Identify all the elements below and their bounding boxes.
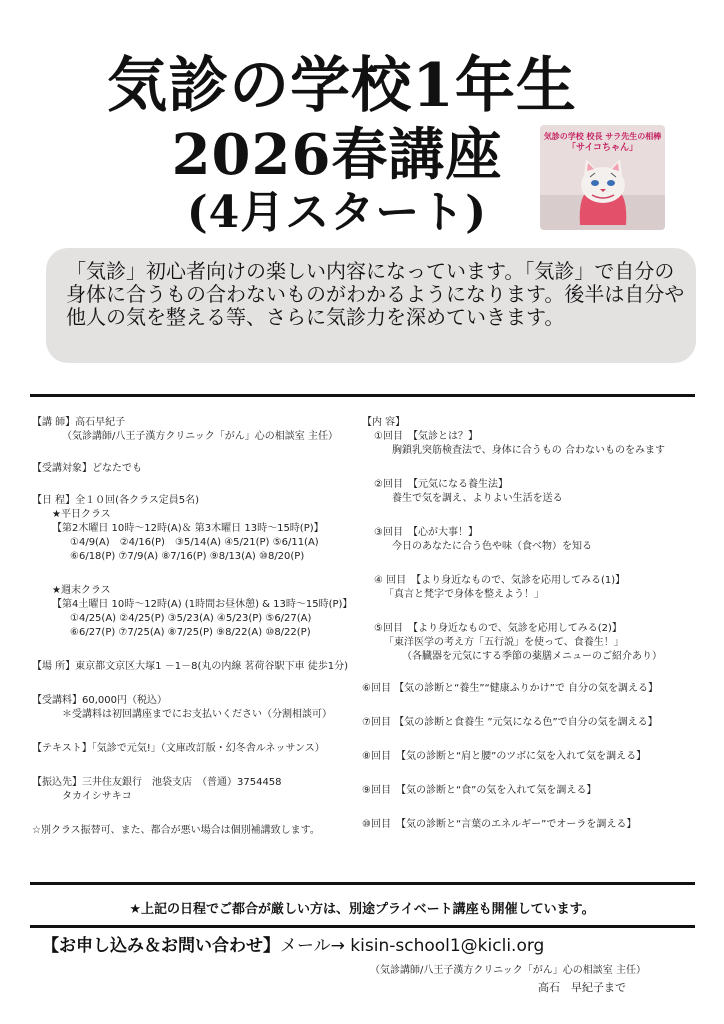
lesson-2-desc: 養生で気を調え、よりよい生活を送る (392, 493, 563, 504)
lesson-5-note: （各臓器を元気にする季節の薬膳メニューのご紹介あり） (402, 651, 662, 662)
textbook: 【テキスト】「気診で元気!」（文庫改訂版・幻冬舎ルネッサンス） (32, 743, 325, 754)
weekend-times: 【第4土曜日 10時〜12時(A) (1時間お昼休憩) & 13時〜15時(P)】 (52, 599, 353, 610)
contents-header: 【内 容】 (362, 417, 406, 428)
intro-text: 「気診」初心者向けの楽しい内容になっています。「気診」で自分の身体に合うもの合わないものがわかるようになります。後半は自分や他人の気を整える等、さらに気診力を深めていきます。 (66, 259, 685, 329)
course-details (32, 416, 362, 838)
lesson-4-title: ④ 回目 【より身近なもので、気診を応用してみる(1)】 (374, 575, 626, 586)
lesson-9: ⑨回目 【気の診断と“食”の気を入れて気を調える】 (362, 785, 597, 796)
lesson-1-desc: 胸鎖乳突筋検査法で、身体に合うもの 合わないものをみます (392, 445, 665, 456)
mascot-photo (540, 125, 665, 230)
signature-name: 高石 早紀子まで (538, 981, 626, 994)
photo-caption-2: 「サイコちゃん」 (566, 143, 638, 153)
title-line-2: 2026春講座 (171, 122, 503, 188)
schedule: 【日 程】全１０回(各クラス定員5名) (32, 495, 200, 506)
contact-label: 【お申し込み＆お問い合わせ】 (42, 936, 280, 956)
divider-middle (30, 882, 695, 885)
weekend-title: ★週末クラス (52, 585, 111, 596)
lesson-3-title: ③回目 【心が大事！】 (374, 527, 478, 538)
place: 【場 所】東京都文京区大塚1 －1－8(丸の内線 茗荷谷駅下車 徒歩1分) (32, 661, 348, 672)
intro-box (46, 248, 696, 363)
lesson-5-title: ⑤回目 【より身近なもので、気診を応用してみる(2)】 (374, 623, 622, 634)
cat-figure-icon (540, 125, 665, 230)
title-line-1: 気診の学校1年生 (107, 51, 577, 121)
instructor-sub: （気診講師/八王子漢方クリニック「がん」心の相談室 主任） (62, 431, 338, 442)
instructor: 【講 師】高石早紀子 (32, 417, 126, 428)
fee-note: ＊受講料は初回講座までにお支払いください（分割相談可） (62, 709, 332, 720)
divider-top (30, 394, 695, 397)
bank: 【振込先】三井住友銀行 池袋支店 （普通）3754458 (32, 777, 282, 788)
weekday-title: ★平日クラス (52, 509, 111, 520)
lesson-10: ⑩回目 【気の診断と“言葉のエネルギー”でオーラを調える】 (362, 819, 637, 830)
lesson-8: ⑧回目 【気の診断と“肩と腰”のツボに気を入れて気を調える】 (362, 751, 647, 762)
weekday-dates-1: ①4/9(A) ②4/16(P) ③5/14(A) ④5/21(P) ⑤6/11(A) (70, 537, 319, 548)
weekday-times: 【第2木曜日 10時〜12時(A)＆ 第3木曜日 13時〜15時(P)】 (52, 523, 324, 534)
private-lesson-note: ★上記の日程でご都合が厳しい方は、別途プライベート講座も開催しています。 (129, 902, 595, 917)
contact-line (42, 934, 544, 958)
lesson-2-title: ②回目 【元気になる養生法】 (374, 479, 508, 490)
lesson-3-desc: 今日のあなたに合う色や味（食べ物）を知る (392, 541, 592, 552)
title-line-3: (4月スタート) (186, 187, 488, 238)
lesson-4-desc: 「真言と梵字で身体を整えよう！」 (384, 589, 544, 600)
lesson-6: ⑥回目 【気の診断と“養生”“健康ふりかけ”で 自分の気を調える】 (362, 683, 659, 694)
fee: 【受講料】60,000円（税込） (32, 695, 167, 706)
lesson-7: ⑦回目 【気の診断と食養生 ”元気になる色”で自分の気を調える】 (362, 717, 658, 728)
transfer-note: ☆別クラス振替可、また、都合が悪い場合は個別補講致します。 (32, 825, 320, 836)
lesson-5-desc: 「東洋医学の考え方「五行説」を使って、食養生！」 (384, 637, 624, 648)
lesson-1-title: ①回目 【気診とは？】 (374, 431, 478, 442)
course-contents (362, 416, 712, 832)
contact-email[interactable]: メール→ kisin-school1@kicli.org (280, 936, 545, 956)
weekend-dates-2: ⑥6/27(P) ⑦7/25(A) ⑧7/25(P) ⑨8/22(A) ⑩8/22(P) (70, 627, 311, 638)
target: 【受講対象】どなたでも (32, 463, 142, 474)
divider-bottom (30, 925, 695, 928)
bank-name: タカイシサキコ (62, 791, 132, 802)
signature-title: （気診講師/八王子漢方クリニック「がん」心の相談室 主任） (370, 965, 646, 976)
weekday-dates-2: ⑥6/18(P) ⑦7/9(A) ⑧7/16(P) ⑨8/13(A) ⑩8/20(P) (70, 551, 305, 562)
weekend-dates-1: ①4/25(A) ②4/25(P) ③5/23(A) ④5/23(P) ⑤6/27(A) (70, 613, 312, 624)
photo-caption-1: 気診の学校 校長 サラ先生の相棒 (543, 132, 662, 141)
